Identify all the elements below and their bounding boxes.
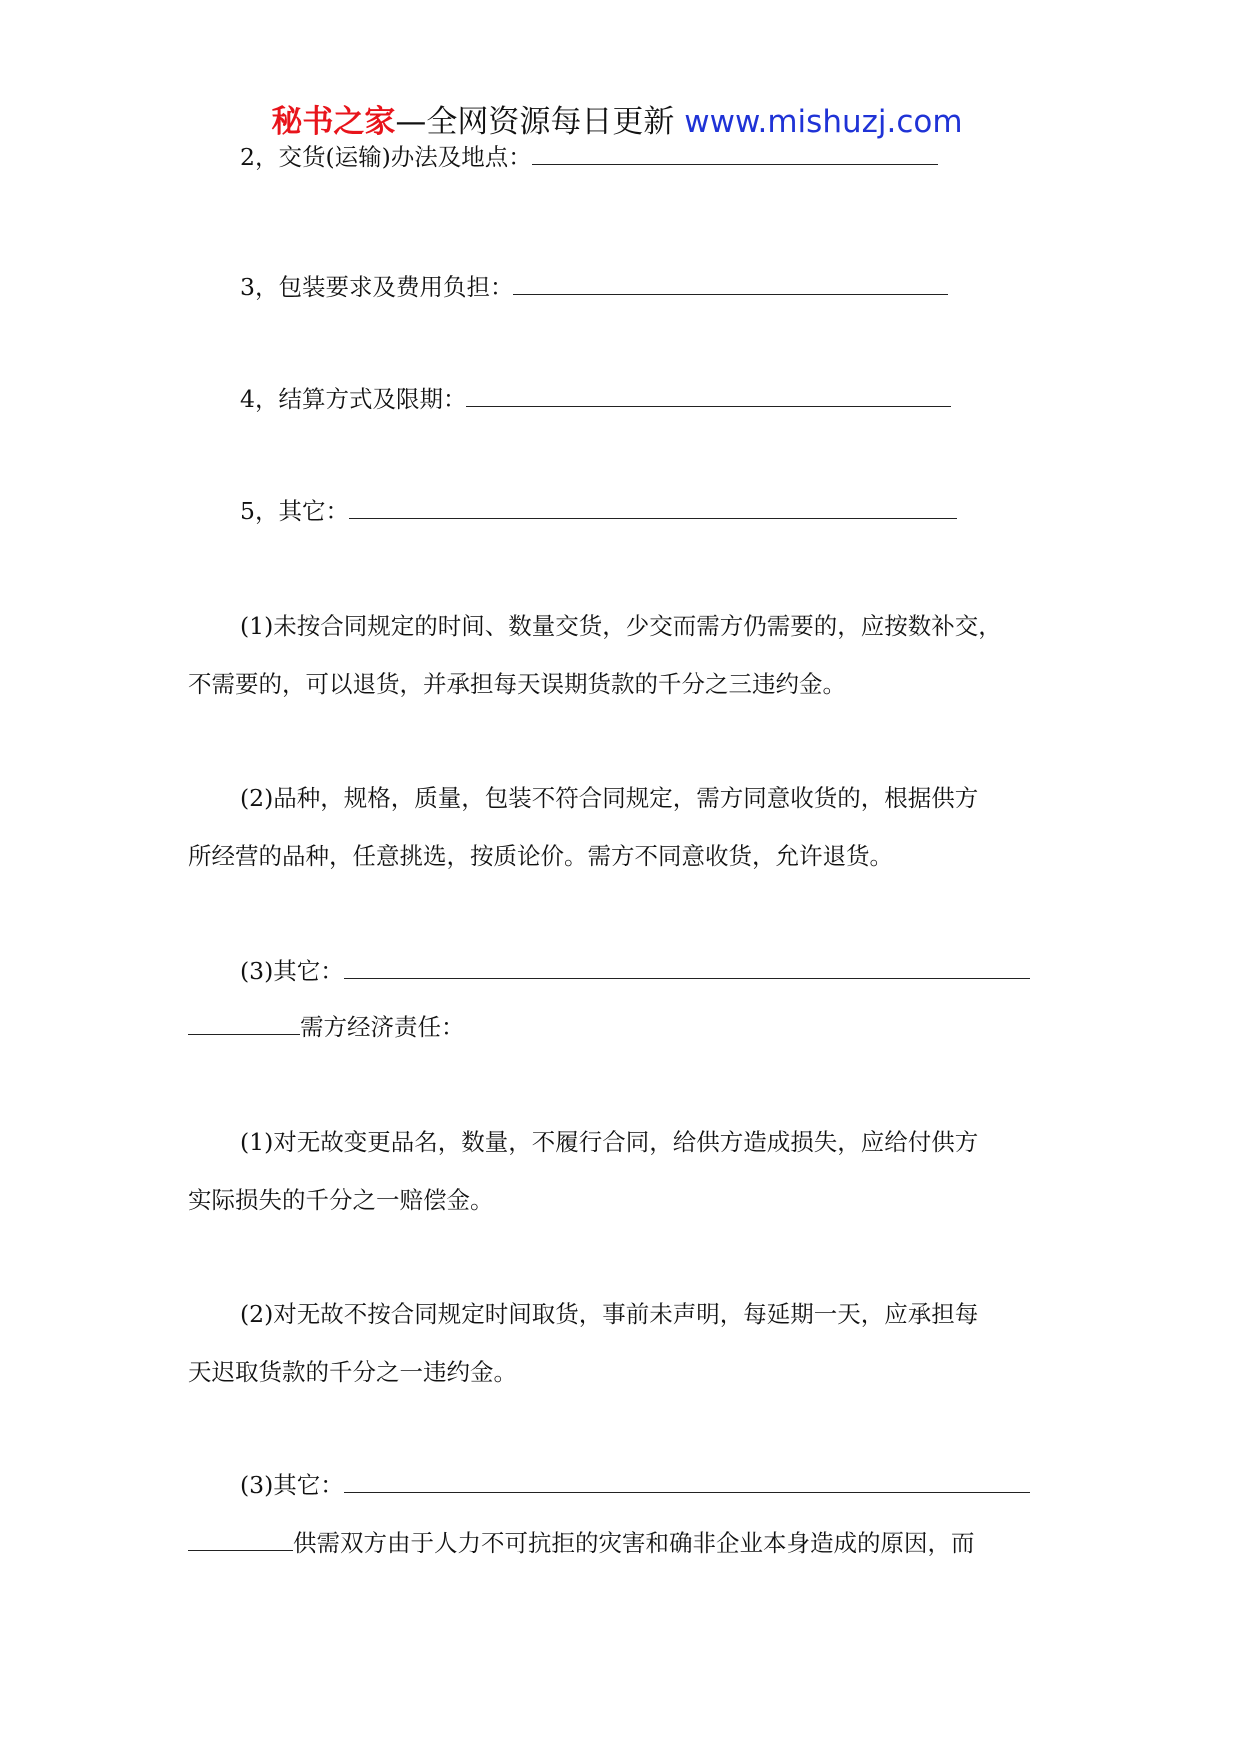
supplier-clause-1-line-2: 不需要的，可以退货，并承担每天误期货款的千分之三违约金。 bbox=[188, 670, 846, 698]
force-majeure-text: 供需双方由于人力不可抗拒的灾害和确非企业本身造成的原因，而 bbox=[293, 1529, 975, 1557]
force-majeure-line bbox=[188, 1524, 975, 1561]
site-brand: 秘书之家 bbox=[271, 104, 396, 140]
supplier-clause-1-line-1: (1)未按合同规定的时间、数量交货，少交而需方仍需要的，应按数补交， bbox=[240, 612, 1002, 640]
site-url-link[interactable]: www.mishuzj.com bbox=[684, 104, 963, 140]
buyer-clause-3-line bbox=[240, 1466, 1030, 1503]
site-slogan: —全网资源每日更新 bbox=[395, 104, 685, 140]
supplier-clause-2-line-1: (2)品种，规格，质量，包装不符合同规定，需方同意收货的，根据供方 bbox=[240, 784, 979, 812]
delivery-line bbox=[240, 138, 938, 175]
settlement-line bbox=[240, 380, 951, 417]
other-line bbox=[240, 492, 957, 529]
settlement-blank[interactable] bbox=[466, 380, 951, 407]
buyer-clause-1-line-2: 实际损失的千分之一赔偿金。 bbox=[188, 1186, 494, 1214]
other-blank[interactable] bbox=[349, 492, 957, 519]
packaging-label: 3，包装要求及费用负担： bbox=[240, 273, 514, 301]
buyer-heading: 需方经济责任： bbox=[300, 1013, 465, 1041]
buyer-heading-blank[interactable] bbox=[188, 1008, 300, 1035]
buyer-clause-2-line-2: 天迟取货款的千分之一违约金。 bbox=[188, 1358, 517, 1386]
buyer-clause-3-label: (3)其它： bbox=[240, 1471, 344, 1499]
force-majeure-blank[interactable] bbox=[188, 1524, 293, 1551]
buyer-clause-2-line-1: (2)对无故不按合同规定时间取货，事前未声明，每延期一天，应承担每 bbox=[240, 1300, 979, 1328]
delivery-blank[interactable] bbox=[532, 138, 938, 165]
buyer-clause-1-line-1: (1)对无故变更品名，数量，不履行合同，给供方造成损失，应给付供方 bbox=[240, 1128, 979, 1156]
supplier-clause-2-line-2: 所经营的品种，任意挑选，按质论价。需方不同意收货，允许退货。 bbox=[188, 842, 893, 870]
buyer-heading-line bbox=[188, 1008, 465, 1045]
other-label: 5，其它： bbox=[240, 497, 349, 525]
packaging-line bbox=[240, 268, 948, 305]
delivery-label: 2，交货(运输)办法及地点： bbox=[240, 143, 532, 171]
supplier-clause-3-blank[interactable] bbox=[344, 952, 1030, 979]
supplier-clause-3-label: (3)其它： bbox=[240, 957, 344, 985]
packaging-blank[interactable] bbox=[513, 268, 948, 295]
settlement-label: 4，结算方式及限期： bbox=[240, 385, 467, 413]
buyer-clause-3-blank[interactable] bbox=[344, 1466, 1030, 1493]
supplier-clause-3-line bbox=[240, 952, 1030, 989]
